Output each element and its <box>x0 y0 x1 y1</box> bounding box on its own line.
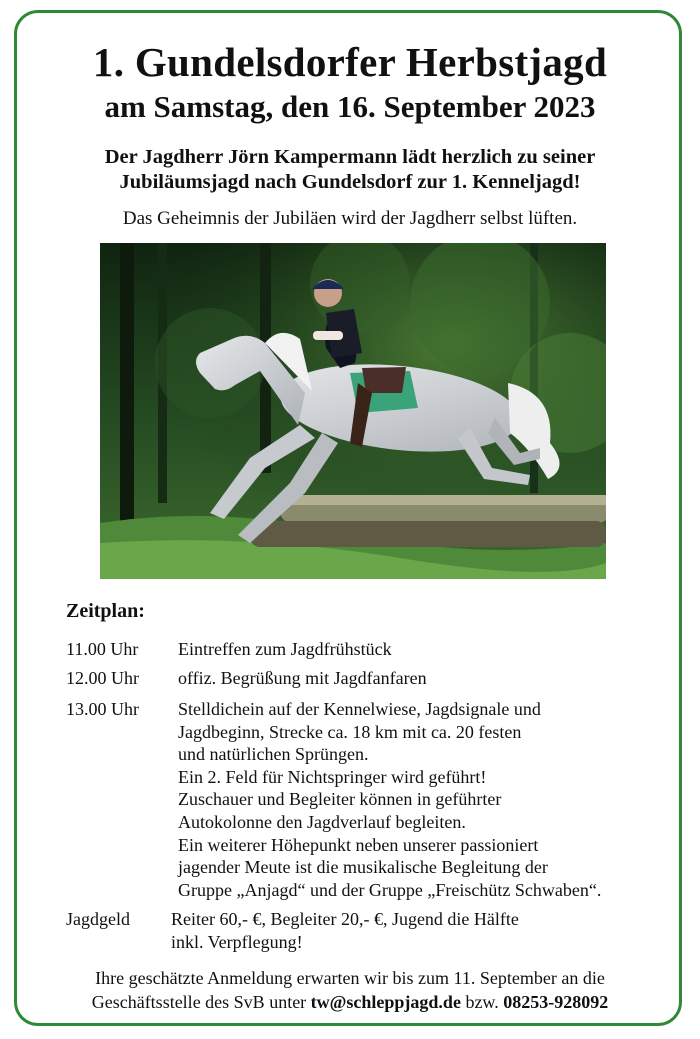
schedule-line: Gruppe „Anjagd“ und der Gruppe „Freischütz Schwaben“. <box>178 879 602 900</box>
registration-note <box>0 966 700 1014</box>
schedule-line: Ein 2. Feld für Nichtspringer wird geführt! <box>178 766 487 787</box>
schedule-line: Stelldichein auf der Kennelwiese, Jagdsignale und <box>178 699 541 719</box>
schedule-heading: Zeitplan: <box>66 600 145 622</box>
registration-connector: bzw. <box>460 992 504 1012</box>
schedule-line: jagender Meute ist die musikalische Begleitung der <box>178 857 548 878</box>
event-photo <box>100 243 606 579</box>
invitation-text <box>0 145 700 195</box>
registration-line-2 <box>0 990 700 1014</box>
contact-phone[interactable]: 08253-928092 <box>503 992 609 1012</box>
registration-prefix: Geschäftsstelle des SvB unter <box>91 992 311 1012</box>
schedule-line: offiz. Begrüßung mit Jagdfanfaren <box>178 668 427 688</box>
invitation-line-1: Der Jagdherr Jörn Kampermann lädt herzlich zu seiner <box>104 146 596 168</box>
schedule-description <box>178 638 698 661</box>
fee-line: inkl. Verpflegung! <box>171 931 303 952</box>
fee-description <box>171 908 691 953</box>
secret-note: Das Geheimnis der Jubiläen wird der Jagdherr selbst lüften. <box>122 208 578 229</box>
schedule-description <box>178 667 698 690</box>
registration-line-1: Ihre geschätzte Anmeldung erwarten wir bis zum 11. September an die <box>95 968 605 988</box>
page-title: 1. Gundelsdorfer Herbstjagd <box>92 39 608 85</box>
schedule-description <box>178 698 698 901</box>
schedule-time: 12.00 Uhr <box>66 668 139 688</box>
schedule-time: 11.00 Uhr <box>66 639 139 659</box>
schedule-time: 13.00 Uhr <box>66 699 139 719</box>
schedule-line: Ein weiterer Höhepunkt neben unserer passioniert <box>178 834 539 855</box>
schedule-line: Zuschauer und Begleiter können in geführter <box>178 789 502 810</box>
contact-email[interactable]: tw@schleppjagd.de <box>310 992 461 1012</box>
fee-line: Reiter 60,- €, Begleiter 20,- €, Jugend die Hälfte <box>171 909 519 929</box>
invitation-line-2: Jubiläumsjagd nach Gundelsdorf zur 1. Kenneljagd! <box>119 171 581 193</box>
rider-jumping-log-icon <box>100 243 606 579</box>
event-date: am Samstag, den 16. September 2023 <box>104 89 596 124</box>
schedule-line: Eintreffen zum Jagdfrühstück <box>178 639 392 659</box>
schedule-line: Jagdbeginn, Strecke ca. 18 km mit ca. 20 festen <box>178 721 522 742</box>
schedule-line: und natürlichen Sprüngen. <box>178 744 369 765</box>
schedule-line: Autokolonne den Jagdverlauf begleiten. <box>178 811 466 832</box>
fee-label: Jagdgeld <box>66 909 130 929</box>
